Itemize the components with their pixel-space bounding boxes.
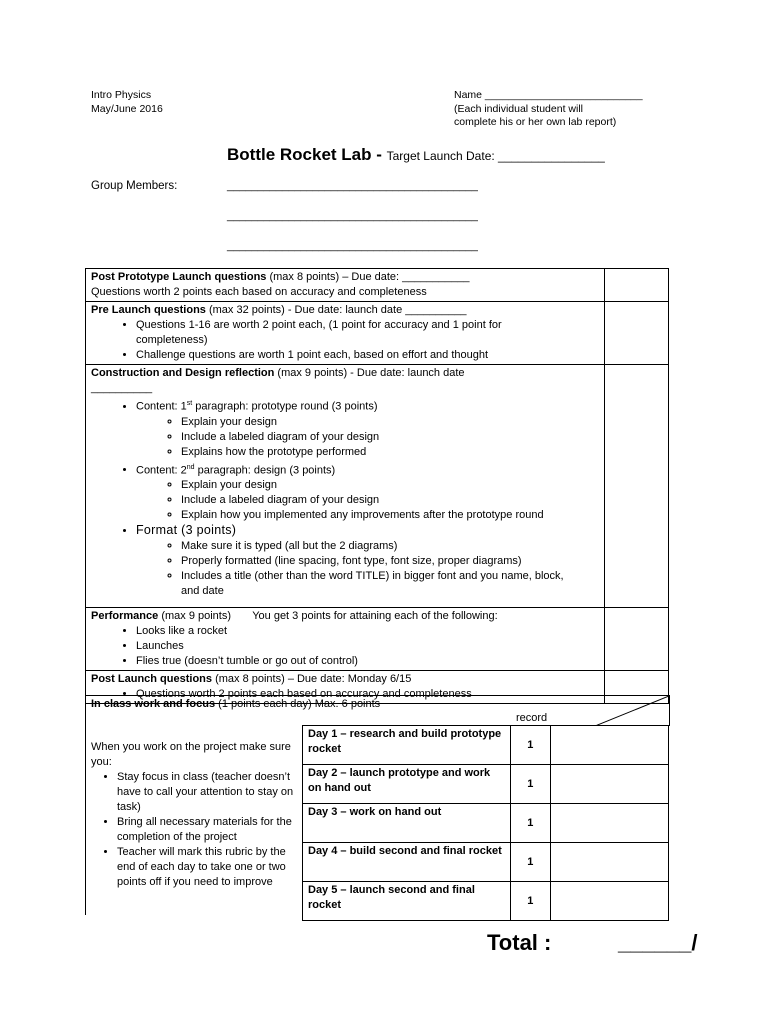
content2-sup: nd	[186, 463, 195, 471]
total-label: Total :	[487, 930, 552, 955]
group-members-label: Group Members:	[91, 180, 178, 192]
in-class-heading-line	[91, 697, 380, 712]
list-item: ◦ Make sure it is typed (all but the 2 diagrams)	[181, 539, 599, 554]
days-table	[302, 725, 669, 921]
list-item: ◦ Properly formatted (line spacing, font type, font size, proper diagrams)	[181, 554, 599, 569]
list-item: ◦ Include a labeled diagram of your design	[181, 430, 599, 445]
rubric-row-performance	[86, 608, 669, 671]
content1-text: Content: 1	[136, 400, 187, 413]
day-label: Day 4 – build second and final rocket	[303, 843, 511, 882]
score-cell-post-prototype	[605, 269, 669, 302]
title-main: Bottle Rocket Lab -	[227, 145, 387, 164]
content1-post: paragraph: prototype round (3 points)	[192, 400, 378, 413]
rubric-row-construction	[86, 365, 669, 608]
content2-post: paragraph: design (3 points)	[194, 464, 336, 477]
format-label: Format (3 points)	[136, 523, 237, 538]
diagonal-cell	[595, 695, 670, 726]
day-record-cell	[550, 882, 668, 921]
day-label: Day 5 – launch second and final rocket	[303, 882, 511, 921]
target-launch-date: Target Launch Date: ________________	[386, 149, 605, 163]
table-row	[303, 843, 669, 882]
list-item	[136, 396, 599, 460]
list-item: ◦ Explain your design	[181, 478, 599, 493]
list-item: • Questions 1-16 are worth 2 point each, (1 point for accuracy and 1 point for completeness)	[136, 318, 566, 348]
day-record-cell	[550, 726, 668, 765]
total-blank: ______/	[618, 930, 698, 955]
list-item: • Challenge questions are worth 1 point each, based on effort and thought	[136, 348, 599, 363]
construction-list	[91, 396, 599, 599]
rubric-table	[85, 268, 669, 704]
rubric-row-post-prototype	[86, 269, 669, 302]
score-cell-pre-launch	[605, 302, 669, 365]
table-row	[303, 765, 669, 804]
instructions-list	[91, 770, 301, 890]
post-launch-heading: Post Launch questions	[91, 673, 213, 685]
in-class-detail: (1 points each day) Max. 6 points	[215, 698, 381, 710]
student-name-field: Name ___________________________	[454, 89, 643, 101]
in-class-instructions	[91, 740, 301, 890]
pre-launch-heading: Pre Launch questions	[91, 304, 206, 316]
day-record-cell	[550, 843, 668, 882]
pre-launch-list	[91, 318, 599, 363]
table-row	[303, 726, 669, 765]
list-item: • Teacher will mark this rubric by the end of each day to take one or two points off if you need to improve	[117, 845, 301, 890]
in-class-section	[85, 695, 669, 915]
term: May/June 2016	[91, 103, 163, 115]
list-item: • Looks like a rocket	[136, 624, 599, 639]
page-title	[227, 145, 605, 165]
post-prototype-detail: (max 8 points) – Due date: ___________	[266, 271, 470, 283]
day-points: 1	[510, 804, 550, 843]
group-member-line-1: _________________________________________	[227, 180, 478, 192]
day-label: Day 3 – work on hand out	[303, 804, 511, 843]
diagonal-line-graphic	[595, 696, 669, 726]
format-sublist	[136, 539, 599, 599]
post-prototype-heading: Post Prototype Launch questions	[91, 271, 267, 283]
performance-detail: (max 9 points) You get 3 points for attaining each of the following:	[158, 610, 498, 622]
performance-heading: Performance	[91, 610, 159, 622]
day-points: 1	[510, 726, 550, 765]
day-points: 1	[510, 843, 550, 882]
score-cell-construction	[605, 365, 669, 608]
day-label: Day 1 – research and build prototype rocket	[303, 726, 511, 765]
content2-sublist	[136, 478, 599, 523]
content1-sublist	[136, 415, 599, 460]
course-name: Intro Physics	[91, 89, 152, 101]
list-item	[136, 523, 599, 599]
list-item: ◦ Explain how you implemented any improvements after the prototype round	[181, 508, 561, 523]
post-launch-detail: (max 8 points) – Due date: Monday 6/15	[212, 673, 412, 685]
list-item: • Stay focus in class (teacher doesn’t have to call your attention to stay on task)	[117, 770, 301, 815]
list-item: • Questions worth 2 points each based on accuracy and completeness	[136, 687, 599, 702]
performance-list	[91, 624, 599, 669]
list-item: • Bring all necessary materials for the completion of the project	[117, 815, 301, 845]
day-label: Day 2 – launch prototype and work on hand out	[303, 765, 511, 804]
post-prototype-line2: Questions worth 2 points each based on accuracy and completeness	[91, 286, 427, 298]
day-record-cell	[550, 765, 668, 804]
list-item: ◦ Explains how the prototype performed	[181, 445, 599, 460]
construction-heading: Construction and Design reflection	[91, 367, 275, 379]
pre-launch-detail: (max 32 points) - Due date: launch date __________	[205, 304, 467, 316]
rubric-row-pre-launch	[86, 302, 669, 365]
score-cell-performance	[605, 608, 669, 671]
list-item: ◦ Explain your design	[181, 415, 599, 430]
day-points: 1	[510, 882, 550, 921]
list-item: • Launches	[136, 639, 599, 654]
content1-sup: st	[186, 400, 193, 407]
list-item: ◦ Include a labeled diagram of your design	[181, 493, 599, 508]
construction-detail: (max 9 points) - Due date: launch date	[274, 367, 465, 379]
group-member-line-3: _________________________________________	[227, 240, 478, 252]
content2-text: Content: 2	[136, 464, 187, 477]
construction-blank: __________	[91, 382, 153, 394]
table-row	[303, 804, 669, 843]
day-record-cell	[550, 804, 668, 843]
instructions-intro: When you work on the project make sure you:	[91, 741, 291, 768]
day-points: 1	[510, 765, 550, 804]
in-class-heading: In class work and focus	[91, 698, 216, 710]
list-item: ◦ Includes a title (other than the word TITLE) in bigger font and you name, block, and date	[181, 569, 581, 599]
individual-note-line1: (Each individual student will	[454, 103, 583, 115]
individual-note-line2: complete his or her own lab report)	[454, 116, 617, 128]
group-member-line-2: _________________________________________	[227, 210, 478, 222]
record-label: record	[516, 712, 548, 724]
table-row	[303, 882, 669, 921]
list-item: • Flies true (doesn’t tumble or go out of control)	[136, 654, 599, 669]
list-item	[136, 460, 599, 524]
